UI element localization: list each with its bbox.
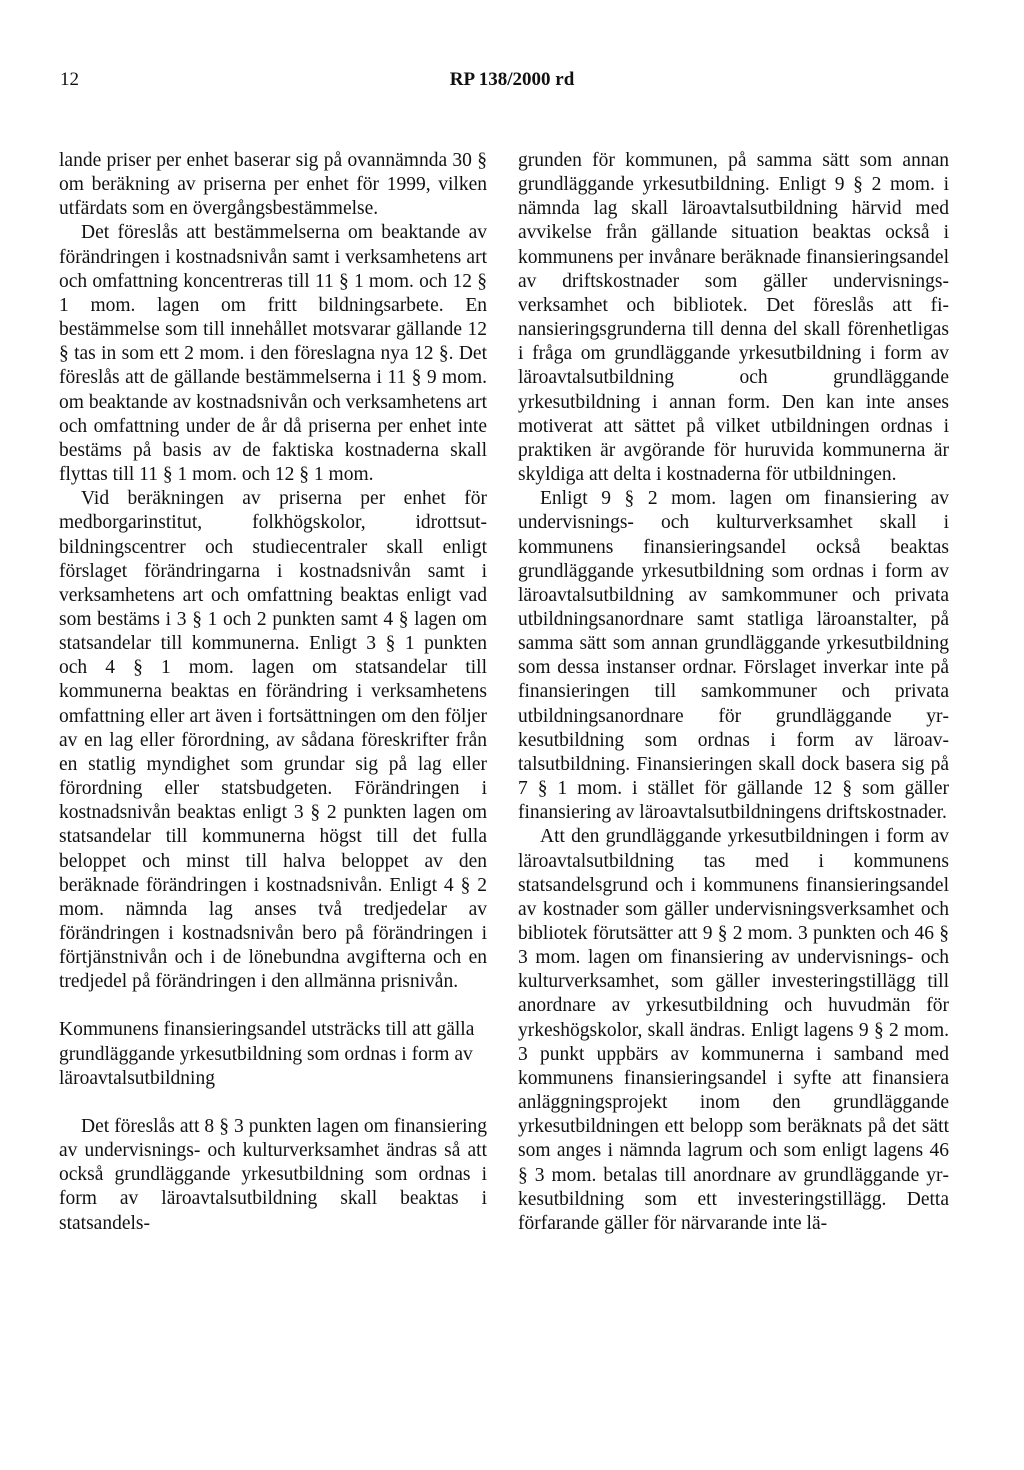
paragraph: Det föreslås att 8 § 3 punkten lagen om finansiering av undervisnings- och kulturverksamhet ändras så att också grundläggande yrkesutbildning som ordnas i form av läroavtalsutbildning skall beaktas i statsandels-	[59, 1115, 487, 1234]
paragraph: grunden för kommunen, på samma sätt som annan grundläggande yrkesutbildning. Enligt 9 § 2 mom. i nämnda lag skall läroavtalsutbildning härvid med avvikelse från gällande situation beaktas också i kommunens per invånare beräknade finansieringsandel av driftskostnader som gäller undervisningsverksamhet och bibliotek. Det föreslås att finansieringsgrunderna till denna del skall förenhetligas i fråga om grundläggande yrkesutbildning i form av läroavtalsutbildning och grundläggande yrkesutbildning i annan form. Den kan inte anses motiverat att sättet på vilket utbildningen ordnas i praktiken är avgörande för huruvida kommunerna är skyldiga att delta i kostnaderna för utbildningen.	[518, 150, 949, 486]
paragraph: Att den grundläggande yrkesutbildningen i form av läroavtalsutbildning tas med i kommunens statsandelsgrund och i kommunens finansieringsandel av kostnader som gäller undervisningsverksamhet och bibliotek förutsätter att 9 § 2 mom. 3 punkten och 46 § 3 mom. lagen om finansiering av undervisnings- och kulturverksamhet, som gäller investeringstillägg till anordnare av yrkesutbildning och huvudmän för yrkeshögskolor, skall ändras. Enligt lagens 9 § 2 mom. 3 punkt uppbärs av kommunerna i samband med kommunens finansieringsandel i syfte att finansiera anläggningsprojekt inom den grundläggande yrkesutbildningen ett belopp som beräknats på det sätt som anges i nämnda lagrum och som enligt lagens 46 § 3 mom. betalas till anordnare av grundläggande yrkesutbildning som ett investeringstillägg. Detta förfarande gäller för närvarande inte lä-	[518, 826, 949, 1234]
paragraph: lande priser per enhet baserar sig på ovannämnda 30 § om beräkning av priserna per enhet för 1999, vilken utfärdats som en övergångsbestämmelse.	[59, 150, 487, 220]
document-id: RP 138/2000 rd	[449, 69, 575, 90]
left-column	[59, 149, 487, 1236]
paragraph: Enligt 9 § 2 mom. lagen om finansiering av undervisnings- och kulturverksamhet skall i kommunens finansieringsandel också beaktas grundläggande yrkesutbildning som ordnas i form av läroavtalsutbildning av samkommuner och privata utbildningsanordnare samt statliga läroanstalter, på samma sätt som annan grundläggande yrkesutbildning som dessa instanser ordnar. Förslaget inverkar inte på finansieringen till samkommuner och privata utbildningsanordnare för grundläggande yrkesutbildning som ordnas i form av läroavtalsutbildning. Finansieringen skall dock basera sig på 7 § 1 mom. i stället för gällande 12 § som gäller finansiering av läroavtalsutbildningens driftskostnader.	[518, 488, 949, 824]
page-number: 12	[60, 69, 79, 90]
section-heading: Kommunens finansieringsandel utsträcks till att gälla grundläggande yrkesutbildning som ordnas i form av läroavtalsutbildning	[59, 1019, 475, 1089]
paragraph: Det föreslås att bestämmelserna om beaktande av förändringen i kostnadsnivån samt i verksamhetens art och omfattning koncentreras till 11 § 1 mom. och 12 § 1 mom. lagen om fritt bildningsarbete. En bestämmelse som till innehållet motsvarar gällande 12 § tas in som ett 2 mom. i den föreslagna nya 12 §. Det föreslås att de gällande bestämmelserna i 11 § 9 mom. om beaktande av kostnadsnivån och verksamhetens art och omfattning under de år då priserna per enhet inte bestäms på basis av de faktiska kostnaderna skall flyttas till 11 § 1 mom. och 12 § 1 mom.	[59, 222, 487, 486]
right-column	[518, 149, 949, 1236]
paragraph: Vid beräkningen av priserna per enhet för medborgarinstitut, folkhögskolor, idrottsutbildningscentrer och studiecentraler skall enligt förslaget förändringarna i kostnadsnivån samt i verksamhetens art och omfattning beaktas enligt vad som bestäms i 3 § 1 och 2 punkten samt 4 § lagen om statsandelar till kommunerna. Enligt 3 § 1 punkten och 4 § 1 mom. lagen om statsandelar till kommunerna beaktas en förändring i verksamhetens omfattning eller art även i fortsättningen om den följer av en lag eller förordning, av sådana föreskrifter från en statlig myndighet som grundar sig på lag eller förordning eller statsbudgeten. Förändringen i kostnadsnivån beaktas enligt 3 § 2 punkten lagen om statsandelar till kommunerna högst till det fulla beloppet och minst till halva beloppet av den beräknade förändringen i kostnadsnivån. Enligt 4 § 2 mom. nämnda lag anses två tredjedelar av förändringen i kostnadsnivån bero på förändringen i förtjänstnivån och i de lönebundna avgifterna och en tredjedel på förändringen i den allmänna prisnivån.	[59, 488, 487, 993]
